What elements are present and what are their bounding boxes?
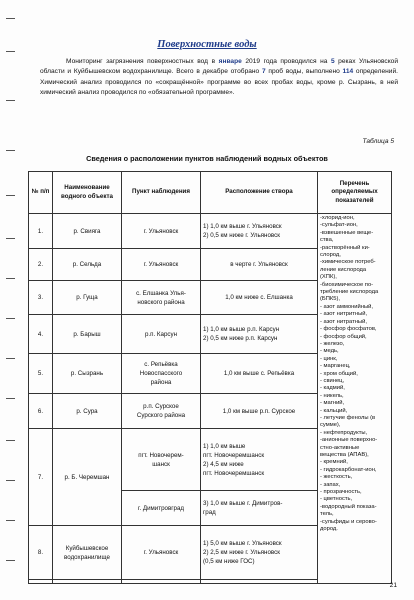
margin-mark <box>6 150 15 151</box>
header-num: № п/п <box>29 172 53 214</box>
spacer-cell <box>53 580 122 584</box>
row-point: с. Репьёвка Новоспасского района <box>122 354 201 394</box>
row-site: 1) 1,0 км выше г. Ульяновск 2) 0,5 км ниже г. Ульяновск <box>201 214 318 249</box>
margin-mark <box>6 520 15 521</box>
row-point: р.п. Карсун <box>122 315 201 354</box>
table-caption: Сведения о расположении пунктов наблюдений водных объектов <box>86 154 328 163</box>
row-num: 1. <box>29 214 53 249</box>
margin-mark <box>6 358 15 359</box>
row-point: р.п. Сурское Сурского района <box>122 394 201 429</box>
row-point: г. Ульяновск <box>122 214 201 249</box>
row-point: с. Елшанка Улья- новского района <box>122 281 201 315</box>
margin-mark <box>6 440 15 441</box>
row-num: 6. <box>29 394 53 429</box>
row-object: р. Сура <box>53 394 122 429</box>
margin-mark <box>6 480 15 481</box>
margin-mark <box>6 560 15 561</box>
margin-mark <box>6 238 15 239</box>
row-object: р. Гуща <box>53 281 122 315</box>
row-site: 1) 1,0 км выше пгт. Новочеремшанск 2) 4,5 км ниже пгт. Новочеремшанск <box>201 429 318 491</box>
margin-mark <box>6 51 15 52</box>
observation-points-table <box>28 171 392 584</box>
margin-mark <box>6 100 15 101</box>
row-point: г. Димитровград <box>122 491 201 526</box>
row-point: г. Ульяновск <box>122 526 201 580</box>
section-title: Поверхностные воды <box>157 39 257 50</box>
header-indicators: Перечень определяемых показателей <box>318 172 392 214</box>
spacer-cell <box>29 580 53 584</box>
table-row <box>29 214 392 249</box>
row-num: 4. <box>29 315 53 354</box>
row-point: пгт. Новочерем- шанск <box>122 429 201 491</box>
row-num: 5. <box>29 354 53 394</box>
row-site: 1) 5,0 км выше г. Ульяновск 2) 2,5 км ниже г. Ульяновск (0,5 км ниже ГОС) <box>201 526 318 580</box>
header-object: Наименование водного объекта <box>53 172 122 214</box>
table-header-row <box>29 172 392 214</box>
row-num: 7. <box>29 429 53 526</box>
row-site: 1,0 км ниже с. Елшанка <box>201 281 318 315</box>
row-object: р. Барыш <box>53 315 122 354</box>
margin-mark <box>6 278 15 279</box>
row-site: 3) 1,0 км выше г. Димитров- град <box>201 491 318 526</box>
row-site: 1) 1,0 км выше р.п. Карсун 2) 0,5 км ниже р.п. Карсун <box>201 315 318 354</box>
row-object: Куйбышевское водохранилище <box>53 526 122 580</box>
spacer-cell <box>201 580 318 584</box>
row-point: г. Ульяновск <box>122 249 201 281</box>
header-point: Пункт наблюдения <box>122 172 201 214</box>
row-object: р. Свияга <box>53 214 122 249</box>
row-object: р. Б. Черемшан <box>53 429 122 526</box>
row-num: 3. <box>29 281 53 315</box>
row-object: р. Сельда <box>53 249 122 281</box>
row-site: 1,0 км выше с. Репьёвка <box>201 354 318 394</box>
row-site: 1,0 км выше р.п. Сурское <box>201 394 318 429</box>
margin-mark <box>6 18 15 19</box>
header-site: Расположение створа <box>201 172 318 214</box>
spacer-cell <box>122 580 201 584</box>
margin-mark <box>6 318 15 319</box>
margin-mark <box>6 195 15 196</box>
page-number: 21 <box>389 582 397 589</box>
table-number: Таблица 5 <box>362 138 394 145</box>
indicators-list: -хлорид-ион, -сульфат-ион, -взвешенные веще- ства, -растворённый ки- слород, -химическое потреб- ление кислорода (ХПК), -биохимическое по- требление кислорода (БПК5), - азот аммонийный, - азот нитритный, - азот нитратный, - фосфор фосфатов, - фосфор общий, - железо, - медь, - цинк, - марганец, - хром общий, - свинец, - кадмий, - никель, - магний, - кальций, - летучие фенолы (в сумме), - нефтепродукты, -анионные поверхно- стно-активные вещества (АПАВ), - кремний, - гидрокарбонат-ион, - жесткость, - запах, - прозрачность, - цветность, -водородный показа- тель, -сульфиды и серово- дород. <box>318 214 392 584</box>
row-num: 2. <box>29 249 53 281</box>
row-site: в черте г. Ульяновск <box>201 249 318 281</box>
row-object: р. Сызрань <box>53 354 122 394</box>
intro-paragraph: Мониторинг загрязнения поверхностных вод в январе 2019 года проводился на 5 реках Ульяновской области и Куйбышевском водохранилище. Всего в декабре отобрано 7 проб воды, выполнено 114 определений. Химический анализ проводился по «сокращённой» программе во всех пробах воды, кроме р. Сызрань, в ней химический анализ проводился по «обязательной программе». <box>40 58 398 97</box>
row-num: 8. <box>29 526 53 580</box>
margin-mark <box>6 398 15 399</box>
